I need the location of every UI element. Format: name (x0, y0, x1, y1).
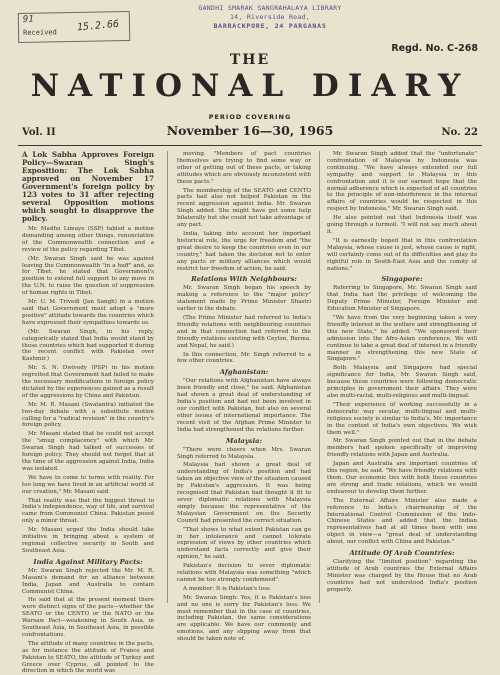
issue-bar (22, 110, 478, 140)
library-stamp-line1: GANDHI SMARAK SANGRAHALAYA LIBRARY (198, 4, 342, 12)
article-paragraph: Malaysia had shown a great deal of understanding of India's position and had taken an objective view of the situation caused by Pakistan's aggression. It was being recognised that Pakistan had thought it fit to sever diplomatic relations with Malaysia simply because the representative of the Malaysian Government on the Security Council had presented the correct situation. (177, 462, 311, 524)
article-paragraph: Mr. M. R. Masani (Swatantra) initiated the two-day debate with a substitute motion calling for a "radical revision" in the country's foreign policy. (22, 401, 154, 429)
article-paragraph: "That shows to what extent Pakistan can go in her intolerance and cannot tolerate expression of views by other countries which understand facts correctly and give their opinion," he said. (177, 526, 311, 561)
article-paragraph: (Mr. Swaran Singh said he was against leaving the Commonwealth "in a huff" and, as for Tibet, he stated that Government's position to extend full support to any move in the U.N. to raise the question of suppression of human rights in Tibet. (22, 255, 154, 297)
column-divider (167, 151, 168, 603)
article-paragraph: "There were cheers when Mrs. Swaran Singh referred to Malaysia. (177, 446, 311, 460)
article-paragraph: Both Malaysia and Singapore had special significance for India, Mr. Swaran Singh said, because these countries were following democratic principles in government their affairs. They were also multi-racial, multi-religious and multi-lingual. (327, 365, 477, 399)
section-heading: Relations With Neighbours: (191, 275, 297, 284)
article-paragraph: Mr. U. M. Trivedi (Jan Sangh) in a motion said that Government must adopt a "more positive" attitude towards the countries which have expressed their sympathies towards us. (22, 299, 154, 326)
article-paragraph: Mr. Masani stated that he could not accept the "smug complacency" with which Mr. Swaran Singh had talked of successes of foreign policy. They should not forget that at the time of the aggression against India, India was isolated. (22, 431, 154, 472)
article-paragraph: He said that at the present moment there were distinct signs of the pacts—whether the SEATO or the CENTO or the NATO or the Warsaw Pact—weakening in South Asia, in Southeast Asia, in Southeast Asia, in possible confrontations. (22, 597, 154, 638)
received-number: 91 (22, 14, 34, 25)
article-paragraph: The membership of the SEATO and CENTO pacts had also not helped Pakistan in the recent aggression against India. Mr. Swaran Singh added. She might have got some help bilaterally but she could not take advantage of any pact. (177, 187, 311, 229)
article-paragraph: Pakistan's decision to sever diplomatic relations with Malaysia was something "which cannot be too strongly condemned". (177, 563, 311, 583)
column-1 (22, 150, 154, 675)
article-paragraph: Mr. Masani urged the India should take initiative in bringing about a system of regional collective security in South and Southeast Asia. (22, 527, 154, 554)
article-paragraph: Mr. S. N. Dwivedy (PSP) in his motion regretted that Government had failed to make the necessary modifications in foreign policy dictated by the experiences gained as a result of the aggressions by China and Pakistan. (22, 365, 154, 399)
article-paragraph: Mr. Swaran Singh: Yes, it is Pakistan's loss and no one is sorry for Pakistan's loss. We must remember that in the case of countries, including Pakistan, the same considerations are applicable. We have our commonly and emotions, and any slipping away from that should be taken note of. (177, 594, 311, 643)
volume-label: Vol. II (22, 127, 56, 138)
issue-dates: November 16—30, 1965 (166, 123, 334, 138)
article-paragraph: "It is earnestly hoped that in this confrontation Malaysia, whose cause is just, whose cause is right, will certainly come out of its difficulties and play its rightful role in South-East Asia and the comity of nations." (327, 237, 477, 272)
article-paragraph: (The Prime Minister had referred to India's friendly relations with neighbouring countries and in that connection had referred to the friendly relations existing with Ceylon, Burma, and Nepal, he said.) (177, 315, 311, 349)
library-stamp-line2: 14, Riverside Road, (229, 13, 311, 21)
column-divider (319, 151, 320, 603)
period-label: PERIOD COVERING (208, 113, 292, 121)
article-paragraph: "Their experience of working successfully in a democratic way secular, multi-lingual and multi-religious society is similar to India's. Mr. importance in the context of India's own objectives. We wish them well." (327, 401, 477, 436)
article-paragraph: A member: It is Pakistan's loss. (183, 585, 272, 592)
column-2 (177, 151, 311, 643)
article-paragraph: Mr. Swaran Singh began his speech by making a reference to the "major policy" statement made by Prime Minister Shastri earlier in the debate. (177, 285, 311, 313)
article-paragraph: Mr. Swaran Singh pointed out that in the debate members had spoken specifically of improving friendly relations with Japan and Australia. (327, 438, 477, 459)
column-3 (327, 151, 477, 603)
article-paragraph: moving. "Members of pact countries themselves are trying to find some way or other of getting out of these pacts, or taking attitudes which are obviously inconsistent with these pacts." (177, 151, 311, 185)
received-date: 15.2.66 (76, 18, 120, 34)
article-paragraph: "We have from the very beginning taken a very friendly interest in the welfare and strengthening of this new State," he added. "We sponsored their admission into the Afro-Asian conference. We will continue to take a great deal of interest in a friendly manner in strengthening this new State of Singapore." (327, 315, 477, 363)
article-paragraph: "Our relations with Afghanistan have always been friendly and close," he said. Afghanistan had shown a great deal of understanding of India's position and had not been involved in our conflict with Pakistan, but also on several other issues of international importance. The recent visit of the Afghan Prime Minister to India had strengthened the relations further. (177, 378, 311, 433)
section-heading: Singapore: (381, 275, 423, 284)
article-paragraph: He also pointed out that Indonesia itself was going through a turmoil. "I will not say much about it. (327, 215, 477, 235)
library-stamp-line3: BARRACKPORE, 24 PARGANAS (213, 22, 327, 30)
issue-number: No. 22 (441, 127, 478, 138)
article-paragraph: (Mr. Swaran Singh, in his reply, categorically stated that India would stand by those countries which had supported it during the recent conflict with Pakistan over Kashmir.) (22, 328, 154, 363)
article-paragraph: Referring to Singapore, Mr. Swaran Singh said that India had the privilege of welcoming the Deputy Prime Minister, Foreign Minister and Education Minister of Singapore. (327, 285, 477, 313)
registration-number: Regd. No. C-268 (391, 43, 478, 54)
header-rule (18, 145, 482, 146)
article-paragraph: We have to come to terms with reality. For too long we have lived in an artificial world of our creation," Mr. Masani said. (22, 474, 154, 495)
article-paragraph: The attitude of many countries in the pacts, as for instance the attitude of France and Pakistan to SEATO, the attitude of Turkey and Greece over Cyprus, all pointed to the direction in which the world was (22, 640, 154, 675)
section-heading: Attitude Of Arab Countries: (349, 549, 455, 558)
article-paragraph: The External Affairs Minister also made a reference to India's chairmanship of the International Control Commission of the Indo-Chinese States and added that the Indian representatives had at all times been with one object in view—a "great deal of understanding about, our conflict with China and Pakistan." (327, 497, 477, 546)
article-paragraph: Mr. Madhu Limaye (SSP) tabled a motion demanding among other things, renunciation of the Commonwealth connection and a review of the policy regarding Tibet. (22, 226, 154, 253)
article-paragraph: Japan and Australia are important countries of this region, he said. "We have friendly relations with them. Our economic ties with both these countries are strong and trade relations, which we would endeavour to develop them further. (327, 461, 477, 495)
library-stamp (160, 4, 380, 31)
article-paragraph: Clarifying the "limited position" regarding the attitude of Arab countries the External Affairs Minister was charged by the House that no Arab countries had not understood India's position properly. (327, 559, 477, 593)
masthead-title: NATIONAL DIARY (30, 68, 470, 104)
article-paragraph: That reality was that the biggest threat to India's independence, way of life, and survival came from Communist China. Pakistan posed only a minor threat. (22, 497, 154, 525)
lead-headline: A Lok Sabha Approves Foreign Policy—Swaran Singh's Exposition: The Lok Sabha approved on November 17 Government's foreign policy by 123 votes to 31 after rejecting several Opposition motions which sought to disapprove the policy. (22, 150, 154, 223)
article-paragraph: Mr. Swaran Singh rejected the Mr. M. R. Masani's demand for an alliance between India, Japan and Australia to contain Communist China. (22, 567, 154, 595)
section-heading: Malaysia: (225, 436, 263, 445)
article-paragraph: In this connection, Mr. Singh referred to a few other countries. (177, 351, 311, 365)
received-stamp (18, 11, 131, 43)
received-label: Received (23, 28, 57, 37)
masthead-the: THE (229, 52, 271, 68)
section-heading: India Against Military Pacts: (33, 557, 143, 566)
article-paragraph: Mr. Swaran Singh added that the "unfortunate" confrontation of Malaysia by Indonesia was continuing. "We have always extended our full sympathy and support to Malaysia in this confrontation and it is our earnest hope that the normal adherence which is expected of all countries to the principle of non-interference in the internal affairs of countries would be respected in this respect by Indonesia," Mr. Swaran Singh said. (327, 151, 477, 213)
article-paragraph: India, taking into account her important historical role, the urge for freedom and "the great desire to keep the countries even in our country," had taken the decision not to enter any pacts or military alliances which would restrict her freedom of action, he said. (177, 230, 311, 272)
section-heading: Afghanistan: (219, 368, 269, 377)
